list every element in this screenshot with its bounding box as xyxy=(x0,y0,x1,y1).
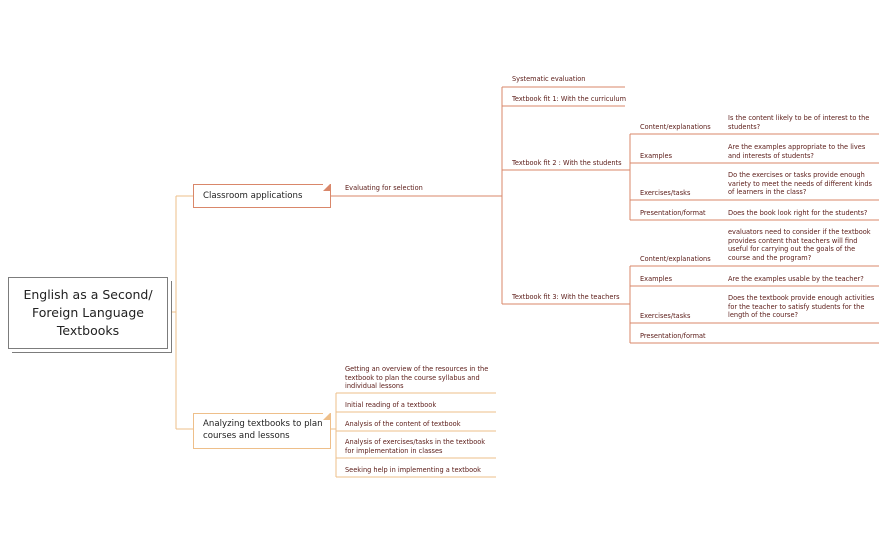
fit3-examples-detail[interactable]: Are the examples usable by the teacher? xyxy=(728,275,864,283)
fit2-presentation-label[interactable]: Presentation/format xyxy=(640,209,706,217)
systematic-evaluation-node[interactable]: Systematic evaluation xyxy=(512,75,586,83)
analyzing-item[interactable]: Analysis of exercises/tasks in the textbook for implementation in classes xyxy=(345,438,486,455)
analyzing-item[interactable]: Analysis of the content of textbook xyxy=(345,420,461,428)
root-node[interactable] xyxy=(8,277,168,349)
fit2-exercises-label[interactable]: Exercises/tasks xyxy=(640,189,691,197)
root-label: English as a Second/ Foreign Language Textbooks xyxy=(23,287,153,338)
fit2-examples-label[interactable]: Examples xyxy=(640,152,673,160)
fit2-presentation-detail[interactable]: Does the book look right for the students? xyxy=(728,209,868,217)
fold-corner xyxy=(323,184,330,191)
fit3-content-label[interactable]: Content/explanations xyxy=(640,255,711,263)
fit3-examples-label[interactable]: Examples xyxy=(640,275,673,283)
analyzing-item[interactable]: Getting an overview of the resources in the textbook to plan the course syllabus and individual lessons xyxy=(345,365,489,391)
analyzing-textbooks-node[interactable] xyxy=(193,413,331,449)
classroom-applications-node[interactable] xyxy=(193,184,331,208)
fit2-examples-detail[interactable]: Are the examples appropriate to the lives and interests of students? xyxy=(728,143,866,160)
fit2-content-detail[interactable]: Is the content likely to be of interest to the students? xyxy=(728,114,870,131)
analyzing-item[interactable]: Seeking help in implementing a textbook xyxy=(345,466,481,474)
fit3-node[interactable]: Textbook fit 3: With the teachers xyxy=(512,293,620,301)
fit3-exercises-detail[interactable]: Does the textbook provide enough activities for the teacher to satisfy students for the length of the course? xyxy=(728,294,875,320)
analyzing-item[interactable]: Initial reading of a textbook xyxy=(345,401,437,409)
fit3-content-detail[interactable]: evaluators need to consider if the textbook provides content that teachers will find useful for carrying out the goals of the course and the program? xyxy=(728,228,871,262)
fit3-presentation-label[interactable]: Presentation/format xyxy=(640,332,706,340)
fit1-node[interactable]: Textbook fit 1: With the curriculum xyxy=(512,95,627,103)
fold-corner xyxy=(323,413,330,420)
analyzing-label: Analyzing textbooks to plan courses and lessons xyxy=(203,419,323,441)
classroom-label: Classroom applications xyxy=(203,191,303,201)
fit2-node[interactable]: Textbook fit 2 : With the students xyxy=(512,159,622,167)
fit2-exercises-detail[interactable]: Do the exercises or tasks provide enough variety to meet the needs of different kinds of learners in the class? xyxy=(728,171,872,197)
evaluating-node[interactable]: Evaluating for selection xyxy=(345,184,423,192)
fit2-content-label[interactable]: Content/explanations xyxy=(640,123,711,131)
fit3-exercises-label[interactable]: Exercises/tasks xyxy=(640,312,691,320)
